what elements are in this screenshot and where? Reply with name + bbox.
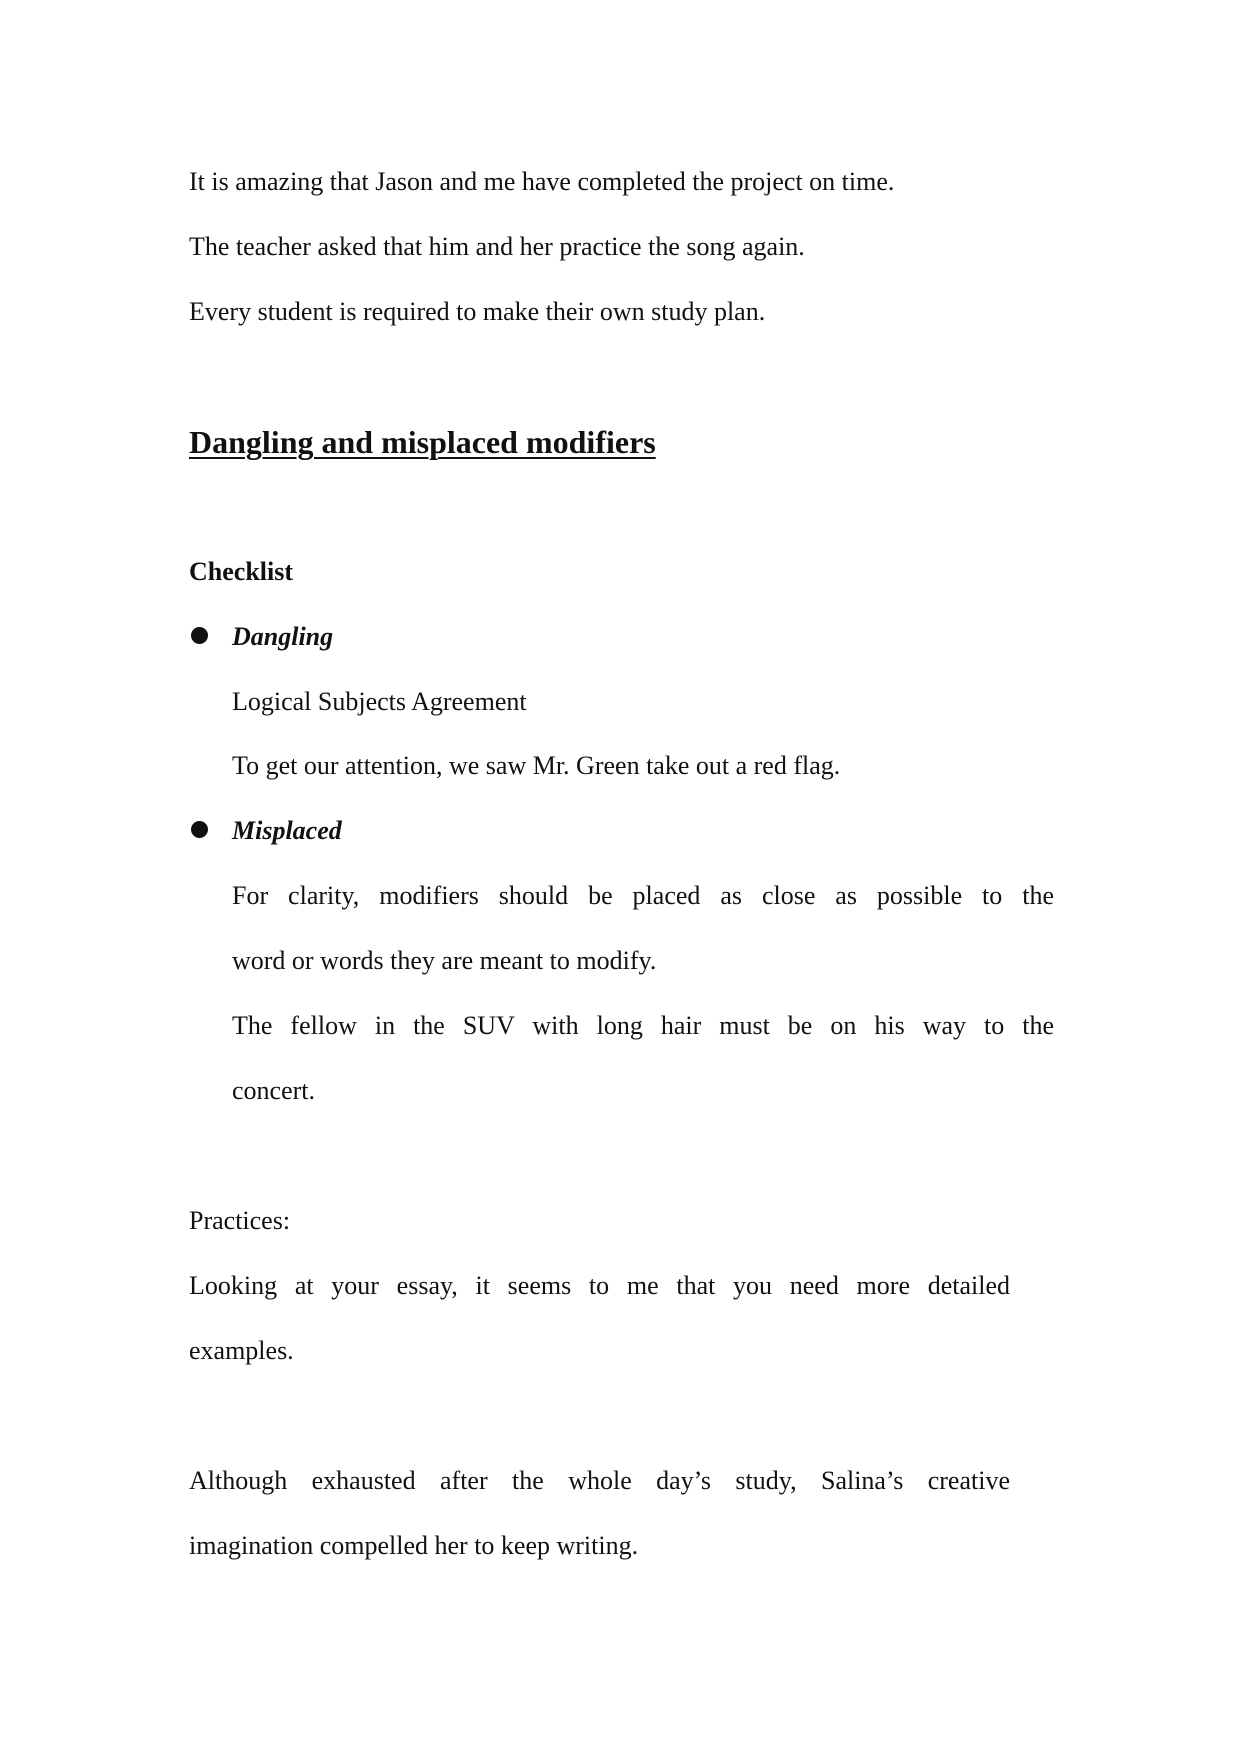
- practices-label: Practices:: [189, 1206, 291, 1235]
- bullet-dot-icon: [191, 821, 208, 838]
- example-sentence-2: The teacher asked that him and her practice the song again.: [189, 232, 805, 261]
- misplaced-line-2: word or words they are meant to modify.: [232, 946, 657, 975]
- bullet-term-dangling: Dangling: [232, 622, 334, 651]
- section-heading: Dangling and misplaced modifiers: [189, 424, 656, 460]
- misplaced-line-1: For clarity, modifiers should be placed as close as possible to the: [232, 881, 1054, 910]
- misplaced-line-3: The fellow in the SUV with long hair must be on his way to the: [232, 1011, 1054, 1040]
- dangling-line-2: To get our attention, we saw Mr. Green take out a red flag.: [232, 751, 841, 780]
- checklist-label: Checklist: [189, 557, 293, 586]
- example-sentence-1: It is amazing that Jason and me have completed the project on time.: [189, 167, 895, 196]
- example-sentence-3: Every student is required to make their own study plan.: [189, 297, 766, 326]
- bullet-dot-icon: [191, 627, 208, 644]
- practice-1-line-2: examples.: [189, 1336, 294, 1365]
- practice-2-line-2: imagination compelled her to keep writing.: [189, 1531, 639, 1560]
- misplaced-line-4: concert.: [232, 1076, 316, 1105]
- practice-2-line-1: Although exhausted after the whole day’s study, Salina’s creative: [189, 1466, 1010, 1495]
- dangling-line-1: Logical Subjects Agreement: [232, 687, 527, 716]
- practice-1-line-1: Looking at your essay, it seems to me that you need more detailed: [189, 1271, 1010, 1300]
- bullet-term-misplaced: Misplaced: [232, 816, 342, 845]
